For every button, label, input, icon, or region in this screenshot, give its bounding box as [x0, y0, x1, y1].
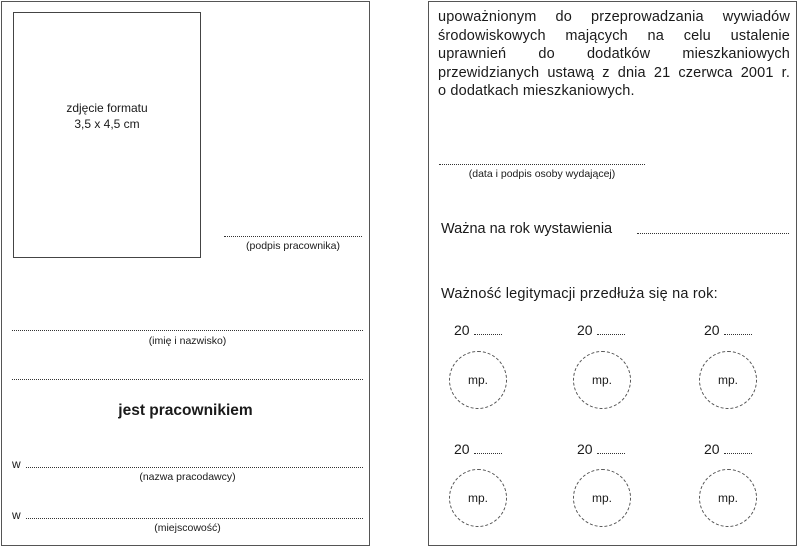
left-page [1, 1, 370, 546]
extension-year[interactable] [454, 441, 502, 457]
year-prefix: 20 [454, 322, 470, 338]
year-dots [724, 443, 752, 454]
extension-year[interactable] [704, 441, 752, 457]
year-prefix: 20 [577, 322, 593, 338]
w-label-place: w [12, 508, 21, 522]
stamp-circle [573, 351, 631, 409]
extra-line-field[interactable] [12, 379, 363, 380]
name-field[interactable] [12, 330, 363, 331]
stamp-circle [573, 469, 631, 527]
issuer-caption: (data i podpis osoby wydającej) [468, 168, 616, 180]
place-field[interactable] [26, 518, 363, 519]
year-prefix: 20 [577, 441, 593, 457]
extension-year[interactable] [577, 322, 625, 338]
paragraph-line: upoważnionym do przeprowadzania wywiadów [438, 9, 790, 25]
stamp-label: mp. [717, 373, 738, 387]
year-prefix: 20 [704, 441, 720, 457]
paragraph-line: środowiskowych mających na celu ustalenie [438, 27, 790, 44]
photo-placeholder [13, 12, 201, 258]
year-dots [474, 324, 502, 335]
photo-label-line1: zdjęcie formatu [66, 101, 148, 115]
year-prefix: 20 [704, 322, 720, 338]
stamp-circle [699, 469, 757, 527]
signature-caption: (podpis pracownika) [246, 240, 340, 252]
right-page [428, 1, 797, 546]
paragraph-line: przewidzianych ustawą z dnia 21 czerwca 2001 r. [438, 64, 790, 81]
place-caption: (miejscowość) [154, 522, 221, 534]
name-caption: (imię i nazwisko) [148, 335, 227, 347]
photo-label-line2: 3,5 x 4,5 cm [74, 117, 140, 131]
stamp-circle [699, 351, 757, 409]
stamp-circle [449, 469, 507, 527]
stamp-label: mp. [591, 491, 612, 505]
extension-year[interactable] [577, 441, 625, 457]
year-dots [724, 324, 752, 335]
employer-field[interactable] [26, 467, 363, 468]
stamp-label: mp. [717, 491, 738, 505]
signature-field[interactable] [224, 236, 362, 237]
employer-caption: (nazwa pracodawcy) [139, 471, 236, 483]
employee-heading: jest pracownikiem [118, 402, 253, 419]
valid-year-field[interactable] [637, 233, 789, 234]
issuer-signature-field[interactable] [439, 164, 645, 165]
year-dots [597, 443, 625, 454]
paragraph-line: o dodatkach mieszkaniowych. [438, 83, 635, 99]
valid-year-label: Ważna na rok wystawienia [441, 221, 613, 237]
stamp-circle [449, 351, 507, 409]
extension-year[interactable] [704, 322, 752, 338]
stamp-label: mp. [467, 491, 488, 505]
year-dots [597, 324, 625, 335]
paragraph-line: uprawnień do dodatków mieszkaniowych [438, 46, 790, 62]
authorization-paragraph [438, 8, 790, 101]
year-prefix: 20 [454, 441, 470, 457]
extension-year[interactable] [454, 322, 502, 338]
year-dots [474, 443, 502, 454]
stamp-label: mp. [591, 373, 612, 387]
stamp-label: mp. [467, 373, 488, 387]
w-label-employer: w [12, 457, 21, 471]
extension-label: Ważność legitymacji przedłuża się na rok: [441, 286, 718, 302]
